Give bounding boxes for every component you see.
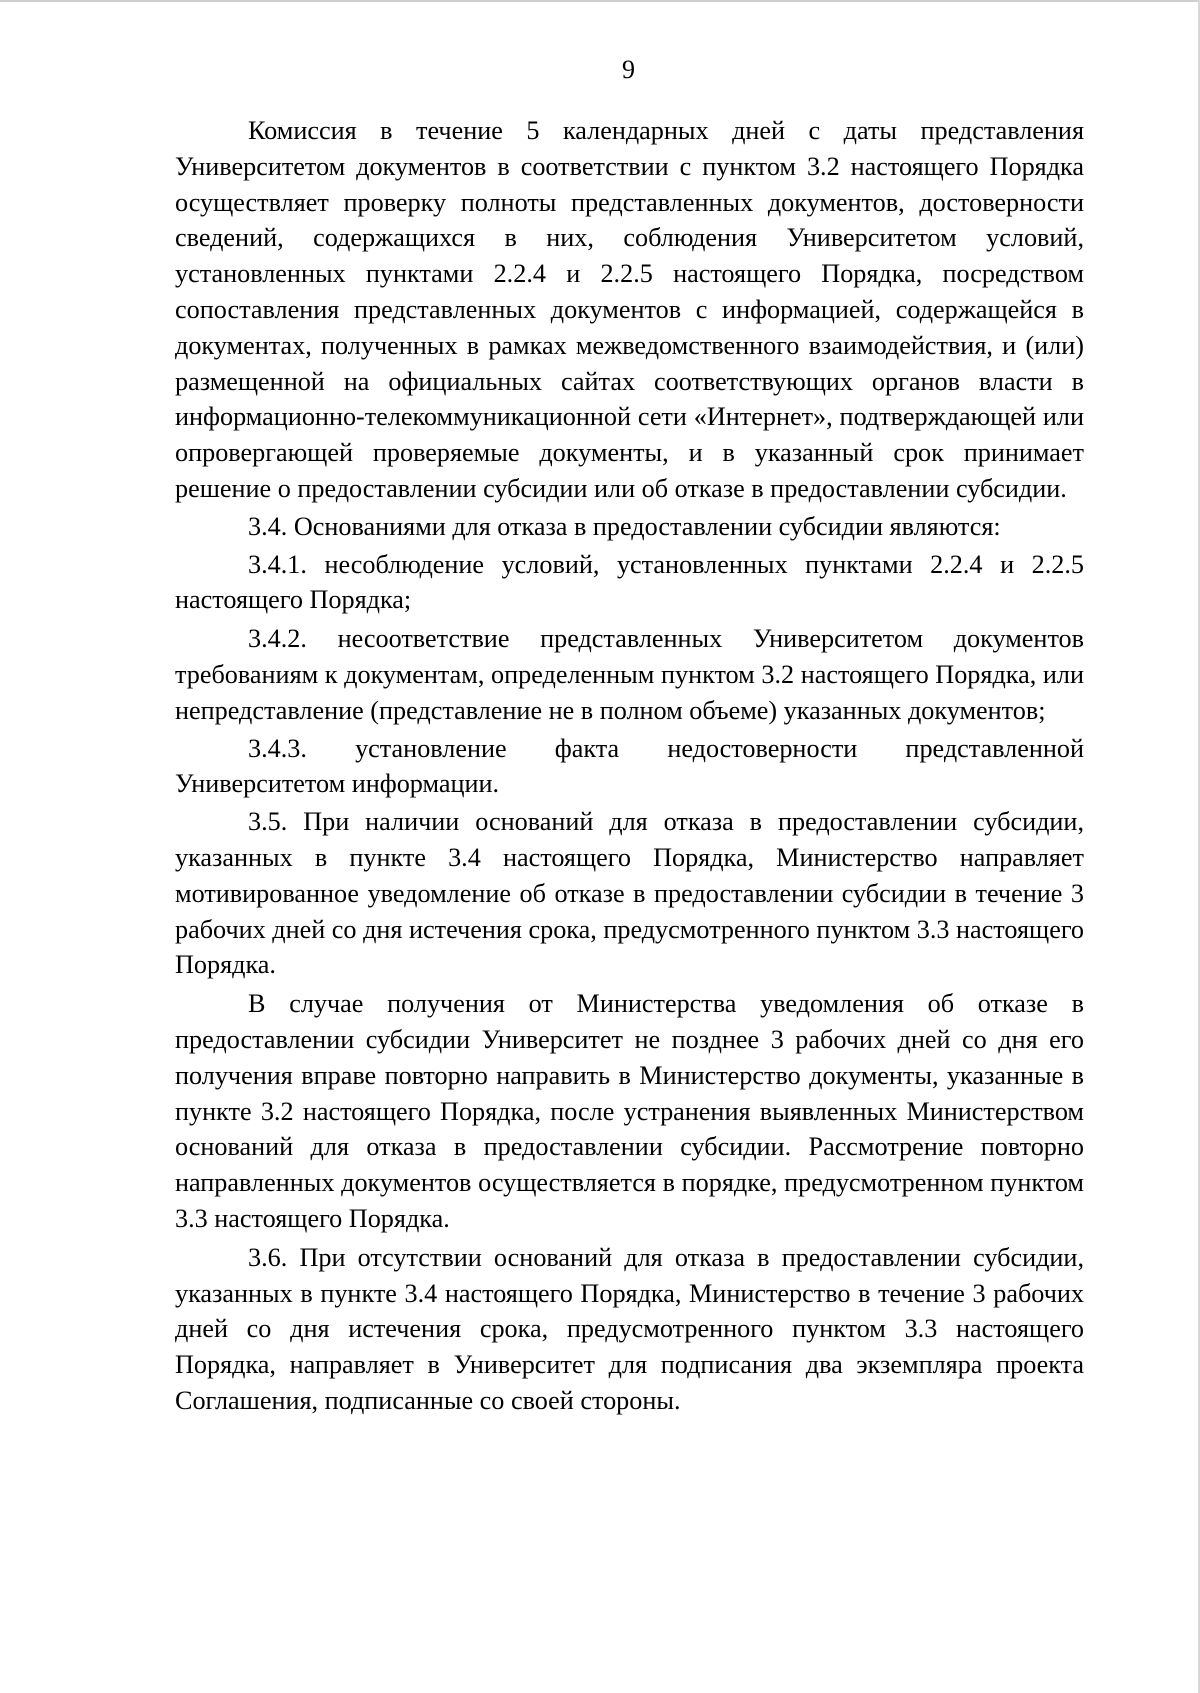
page-number: 9 xyxy=(622,55,635,84)
paragraph-refusal-resubmission: В случае получения от Министерства уведомления об отказе в предоставлении субсидии Университет не позднее 3 рабочих дней со дня его получения вправе повторно направить в Министерство документы, указанные в пункте 3.2 настоящего Порядка, после устранения выявленных Министерством оснований для отказа в предоставлении субсидии. Рассмотрение повторно направленных документов осуществляется в порядке, предусмотренном пунктом 3.3 настоящего Порядка. xyxy=(175,989,1084,1233)
paragraph-commission-review: Комиссия в течение 5 календарных дней с даты представления Университетом документов в соответствии с пунктом 3.2 настоящего Порядка осуществляет проверку полноты представленных документов, достоверности сведений, содержащихся в них, соблюдения Университетом условий, установленных пунктами 2.2.4 и 2.2.5 настоящего Порядка, посредством сопоставления представленных документов с информацией, содержащейся в документах, полученных в рамках межведомственного взаимодействия, и (или) размещенной на официальных сайтах соответствующих органов власти в информационно-телекоммуникационной сети «Интернет», подтверждающей или опровергающей проверяемые документы, и в указанный срок принимает решение о предоставлении субсидии или об отказе в предоставлении субсидии. xyxy=(175,116,1084,503)
paragraph-3-4-1: 3.4.1. несоблюдение условий, установленных пунктами 2.2.4 и 2.2.5 настоящего Порядка; xyxy=(175,549,1084,615)
paragraph-3-4-3: 3.4.3. установление факта недостоверности представленной Университетом информации. xyxy=(175,733,1084,799)
paragraph-3-6: 3.6. При отсутствии оснований для отказа в предоставлении субсидии, указанных в пункте 3.4 настоящего Порядка, Министерство в течение 3 рабочих дней со дня истечения срока, предусмотренного пунктом 3.3 настоящего Порядка, направляет в Университет для подписания два экземпляра проекта Соглашения, подписанные со своей стороны. xyxy=(175,1242,1084,1415)
document-body xyxy=(175,113,1084,1421)
paragraph-3-5: 3.5. При наличии оснований для отказа в предоставлении субсидии, указанных в пункте 3.4 настоящего Порядка, Министерство направляет мотивированное уведомление об отказе в предоставлении субсидии в течение 3 рабочих дней со дня истечения срока, предусмотренного пунктом 3.3 настоящего Порядка. xyxy=(175,807,1084,980)
scan-edge-top xyxy=(0,0,1200,2)
paragraph-3-4: 3.4. Основаниями для отказа в предоставлении субсидии являются: xyxy=(248,511,1001,541)
paragraph-3-4-2: 3.4.2. несоответствие представленных Университетом документов требованиям к документам, определенным пунктом 3.2 настоящего Порядка, или непредставление (представление не в полном объеме) указанных документов; xyxy=(175,624,1084,725)
